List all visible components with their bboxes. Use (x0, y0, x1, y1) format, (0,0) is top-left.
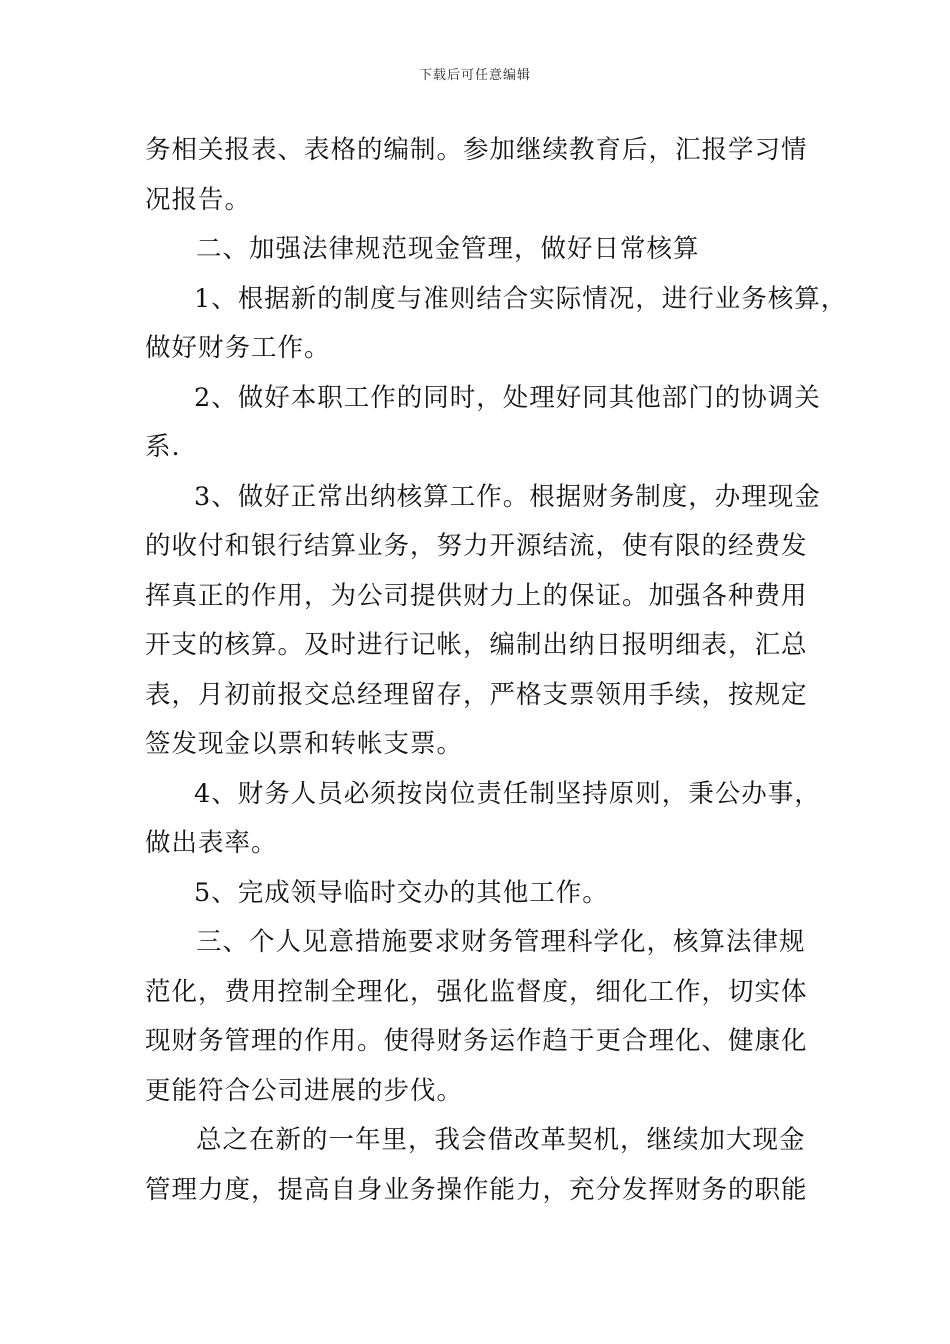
text-line: 二、加强法律规范现金管理，做好日常核算 (196, 234, 700, 264)
text-line: 范化，费用控制全理化，强化监督度，细化工作，切实体 (145, 976, 808, 1007)
text-line: 更能符合公司进展的步伐。 (145, 1075, 464, 1106)
text-line: 3、做好正常出纳核算工作。根据财务制度，办理现金 (194, 481, 821, 512)
text-line: 况报告。 (145, 184, 252, 215)
text-line: 签发现金以票和转帐支票。 (145, 729, 464, 759)
text-line: 管理力度，提高自身业务操作能力，充分发挥财务的职能 (145, 1174, 808, 1205)
text-line: 总之在新的一年里，我会借改革契机，继续加大现金 (196, 1125, 806, 1155)
text-line: 的收付和银行结算业务，努力开源结流，使有限的经费发 (145, 531, 808, 561)
page-header: 下载后可任意编辑 (418, 68, 531, 83)
text-line: 做好财务工作。 (145, 333, 331, 363)
text-line: 4、财务人员必须按岗位责任制坚持原则，秉公办事， (194, 778, 821, 809)
text-line: 挥真正的作用，为公司提供财力上的保证。加强各种费用 (145, 580, 808, 611)
text-line: 三、个人见意措施要求财务管理科学化，核算法律规 (196, 927, 806, 957)
text-line: 5、完成领导临时交办的其他工作。 (194, 877, 609, 908)
text-line: 开支的核算。及时进行记帐，编制出纳日报明细表，汇总 (145, 630, 808, 660)
document-body (145, 126, 848, 1215)
text-line: 系. (145, 432, 181, 462)
text-line: 表，月初前报交总经理留存，严格支票领用手续，按规定 (145, 679, 808, 710)
text-line: 务相关报表、表格的编制。参加继续教育后，汇报学习情 (145, 135, 808, 165)
text-line: 做出表率。 (145, 828, 278, 858)
text-line: 现财务管理的作用。使得财务运作趋于更合理化、健康化 (145, 1026, 808, 1056)
text-line: 1、根据新的制度与准则结合实际情况，进行业务核算， (194, 283, 848, 314)
text-line: 2、做好本职工作的同时，处理好同其他部门的协调关 (194, 382, 821, 413)
